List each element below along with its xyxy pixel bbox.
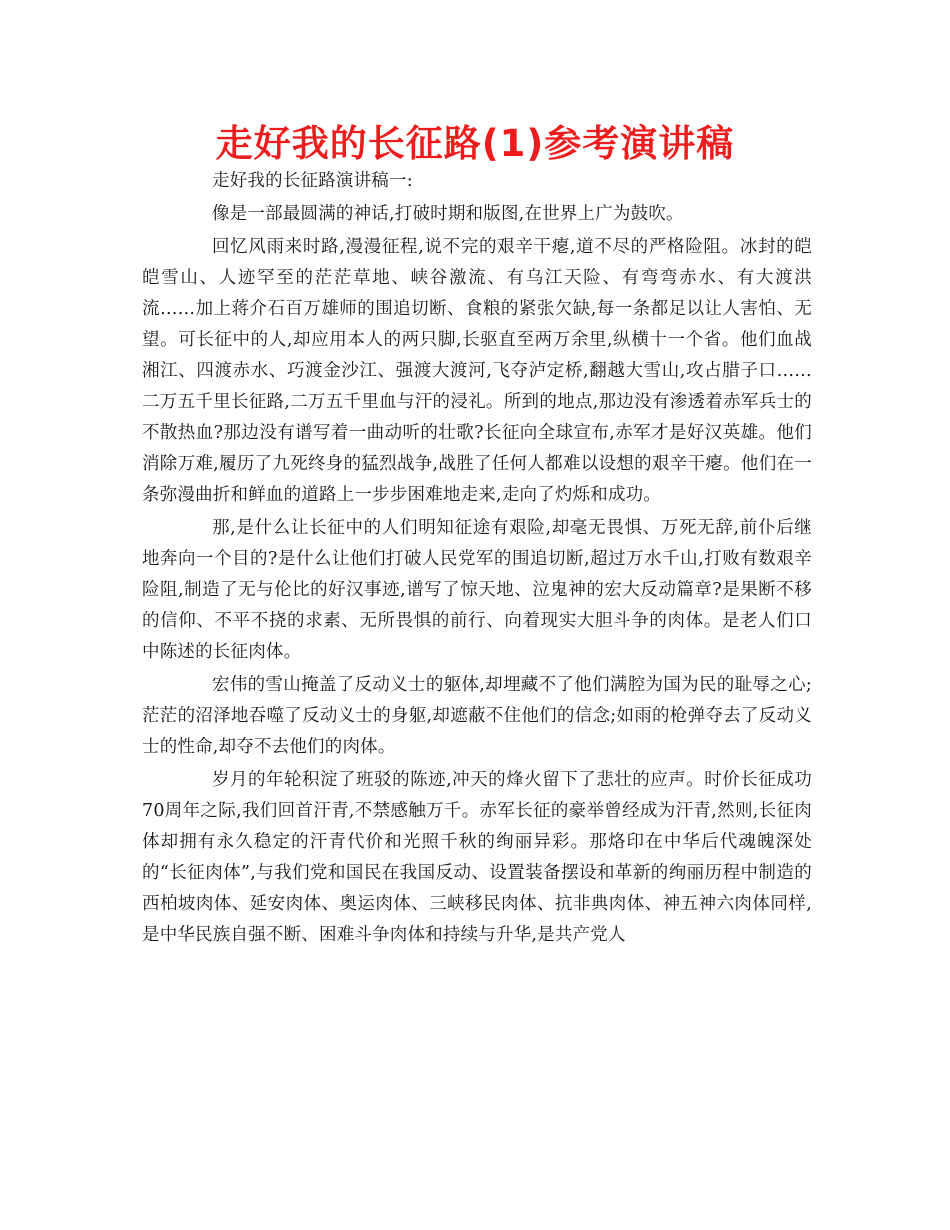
body-paragraph: 走好我的长征路演讲稿一: xyxy=(212,171,413,191)
body-paragraph: 岁月的年轮积淀了班驳的陈迹,冲天的烽火留下了悲壮的应声。时价长征成功70周年之际,我们回首汗青,不禁感触万千。赤军长征的豪举曾经成为汗青,然则,长征肉体却拥有永久稳定的汗青代价和光照千秋的绚丽异彩。那烙印在中华后代魂魄深处的“长征肉体”,与我们党和国民在我国反动、设置装备摆设和革新的绚丽历程中制造的西柏坡肉体、延安肉体、奥运肉体、三峡移民肉体、抗非典肉体、神五神六肉体同样,是中华民族自强不断、困难斗争肉体和持续与升华,是共产党人 xyxy=(142,770,812,945)
body-paragraph: 像是一部最圆满的神话,打破时期和版图,在世界上广为鼓吹。 xyxy=(212,204,684,224)
body-paragraph: 宏伟的雪山掩盖了反动义士的躯体,却埋藏不了他们满腔为国为民的耻辱之心;茫茫的沼泽地吞噬了反动义士的身躯,却遮蔽不住他们的信念;如雨的枪弹夺去了反动义士的性命,却夺不去他们的肉体。 xyxy=(142,675,812,757)
document-title: 走好我的长征路(1)参考演讲稿 xyxy=(215,122,735,165)
document-body xyxy=(142,166,812,953)
body-paragraph: 那,是什么让长征中的人们明知征途有艰险,却毫无畏惧、万死无辞,前仆后继地奔向一个目的?是什么让他们打破人民党军的围追切断,超过万水千山,打败有数艰辛险阻,制造了无与伦比的好汉事迹,谱写了惊天地、泣鬼神的宏大反动篇章?是果断不移的信仰、不平不挠的求素、无所畏惧的前行、向着现实大胆斗争的肉体。是老人们口中陈述的长征肉体。 xyxy=(142,518,812,662)
body-paragraph: 回忆风雨来时路,漫漫征程,说不完的艰辛干瘪,道不尽的严格险阻。冰封的皑皑雪山、人迹罕至的茫茫草地、峡谷激流、有乌江天险、有弯弯赤水、有大渡洪流……加上蒋介石百万雄师的围追切断、食粮的紧张欠缺,每一条都足以让人害怕、无望。可长征中的人,却应用本人的两只脚,长驱直至两万余里,纵横十一个省。他们血战湘江、四渡赤水、巧渡金沙江、强渡大渡河,飞夺泸定桥,翻越大雪山,攻占腊子口……二万五千里长征路,二万五千里血与汗的浸礼。所到的地点,那边没有渗透着赤军兵士的不散热血?那边没有谱写着一曲动听的壮歌?长征向全球宣布,赤军才是好汉英雄。他们消除万难,履历了九死终身的猛烈战争,战胜了任何人都难以设想的艰辛干瘪。他们在一条弥漫曲折和鲜血的道路上一步步困难地走来,走向了灼烁和成功。 xyxy=(142,237,812,505)
